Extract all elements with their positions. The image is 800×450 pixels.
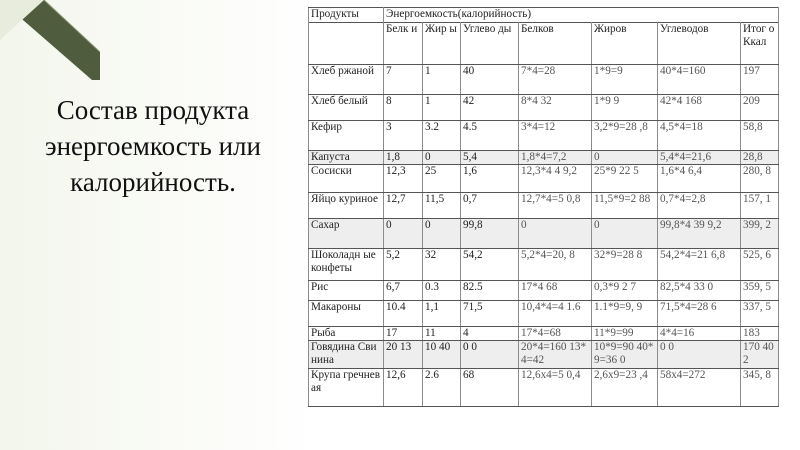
value-cell: 17 [384, 327, 423, 341]
value-cell: 40 [461, 65, 519, 95]
value-cell: 25 [423, 165, 461, 193]
value-cell: 359, 5 [741, 281, 779, 301]
table-row [309, 327, 779, 341]
value-cell: 58x4=272 [658, 369, 741, 407]
value-cell: 99,8*4 39 9,2 [658, 219, 741, 249]
value-cell: 0,7 [461, 193, 519, 219]
value-cell: 3 [384, 121, 423, 151]
calorie-table-container [308, 7, 778, 443]
value-cell: 12,3*4 4 9,2 [519, 165, 592, 193]
product-name-cell: Кефир [309, 121, 384, 151]
header-energy: Энергоемкость(калорийность) [384, 8, 779, 23]
value-cell: 28,8 [741, 151, 779, 165]
value-cell: 157, 1 [741, 193, 779, 219]
product-name-cell: Макароны [309, 301, 384, 327]
value-cell: 7 [384, 65, 423, 95]
header-products: Продукты [309, 8, 384, 23]
table-row [309, 219, 779, 249]
table-row [309, 301, 779, 327]
value-cell: 10*9=90 40*9=36 0 [592, 341, 658, 369]
value-cell: 10.4 [384, 301, 423, 327]
value-cell: 8 [384, 95, 423, 121]
calorie-table [308, 7, 779, 407]
product-name-cell: Хлеб ржаной [309, 65, 384, 95]
header-empty [309, 23, 384, 65]
value-cell: 25*9 22 5 [592, 165, 658, 193]
value-cell: 54,2*4=21 6,8 [658, 249, 741, 281]
value-cell: 11 [423, 327, 461, 341]
table-row [309, 281, 779, 301]
product-name-cell: Рис [309, 281, 384, 301]
value-cell: 1*9=9 [592, 65, 658, 95]
table-row [309, 249, 779, 281]
value-cell: 12,6x4=5 0,4 [519, 369, 592, 407]
value-cell: 5,4*4=21,6 [658, 151, 741, 165]
value-cell: 42 [461, 95, 519, 121]
value-cell: 12,3 [384, 165, 423, 193]
value-cell: 71,5 [461, 301, 519, 327]
value-cell: 3*4=12 [519, 121, 592, 151]
value-cell: 99,8 [461, 219, 519, 249]
product-name-cell: Сосиски [309, 165, 384, 193]
value-cell: 4,5*4=18 [658, 121, 741, 151]
value-cell: 1,6 [461, 165, 519, 193]
value-cell: 525, 6 [741, 249, 779, 281]
value-cell: 209 [741, 95, 779, 121]
value-cell: 11,5*9=2 88 [592, 193, 658, 219]
value-cell: 197 [741, 65, 779, 95]
slide-title: Состав продукта энергоемкость или калорийность. [45, 95, 261, 197]
value-cell: 0 [592, 219, 658, 249]
header-row-top [309, 8, 779, 23]
value-cell: 6,7 [384, 281, 423, 301]
value-cell: 5,2 [384, 249, 423, 281]
value-cell: 0 [423, 151, 461, 165]
value-cell: 20*4=160 13*4=42 [519, 341, 592, 369]
value-cell: 0 [519, 219, 592, 249]
value-cell: 3.2 [423, 121, 461, 151]
value-cell: 1*9 9 [592, 95, 658, 121]
header-row-sub [309, 23, 779, 65]
value-cell: 280, 8 [741, 165, 779, 193]
product-name-cell: Крупа гречневая [309, 369, 384, 407]
product-name-cell: Яйцо куриное [309, 193, 384, 219]
value-cell: 1.1*9=9, 9 [592, 301, 658, 327]
table-row [309, 341, 779, 369]
value-cell: 42*4 168 [658, 95, 741, 121]
value-cell: 0 [423, 219, 461, 249]
value-cell: 11*9=99 [592, 327, 658, 341]
value-cell: 8*4 32 [519, 95, 592, 121]
value-cell: 4*4=16 [658, 327, 741, 341]
value-cell: 0 0 [461, 341, 519, 369]
value-cell: 1,1 [423, 301, 461, 327]
value-cell: 12,6 [384, 369, 423, 407]
table-row [309, 95, 779, 121]
header-fat-kcal: Жиров [592, 23, 658, 65]
value-cell: 5,2*4=20, 8 [519, 249, 592, 281]
product-name-cell: Капуста [309, 151, 384, 165]
value-cell: 71,5*4=28 6 [658, 301, 741, 327]
value-cell: 2,6x9=23 ,4 [592, 369, 658, 407]
table-row [309, 193, 779, 219]
product-name-cell: Рыба [309, 327, 384, 341]
value-cell: 1,8 [384, 151, 423, 165]
table-row [309, 165, 779, 193]
product-name-cell: Хлеб белый [309, 95, 384, 121]
table-row [309, 369, 779, 407]
header-proteins: Белк и [384, 23, 423, 65]
table-row [309, 121, 779, 151]
value-cell: 10 40 [423, 341, 461, 369]
value-cell: 0,7*4=2,8 [658, 193, 741, 219]
value-cell: 4 [461, 327, 519, 341]
value-cell: 337, 5 [741, 301, 779, 327]
header-fats: Жир ы [423, 23, 461, 65]
value-cell: 10,4*4=4 1.6 [519, 301, 592, 327]
table-row [309, 151, 779, 165]
value-cell: 40*4=160 [658, 65, 741, 95]
product-name-cell: Шоколадн ые конфеты [309, 249, 384, 281]
value-cell: 82,5*4 33 0 [658, 281, 741, 301]
value-cell: 1 [423, 95, 461, 121]
value-cell: 12,7 [384, 193, 423, 219]
value-cell: 32 [423, 249, 461, 281]
value-cell: 5,4 [461, 151, 519, 165]
value-cell: 82.5 [461, 281, 519, 301]
value-cell: 0,3*9 2 7 [592, 281, 658, 301]
value-cell: 32*9=28 8 [592, 249, 658, 281]
value-cell: 12,7*4=5 0,8 [519, 193, 592, 219]
value-cell: 11,5 [423, 193, 461, 219]
value-cell: 58,8 [741, 121, 779, 151]
value-cell: 3,2*9=28 ,8 [592, 121, 658, 151]
value-cell: 0.3 [423, 281, 461, 301]
header-total-kcal: Итог о Ккал [741, 23, 779, 65]
value-cell: 7*4=28 [519, 65, 592, 95]
table-row [309, 65, 779, 95]
value-cell: 0 [592, 151, 658, 165]
header-carb-kcal: Углеводов [658, 23, 741, 65]
value-cell: 17*4 68 [519, 281, 592, 301]
value-cell: 54,2 [461, 249, 519, 281]
value-cell: 0 [384, 219, 423, 249]
value-cell: 1 [423, 65, 461, 95]
value-cell: 17*4=68 [519, 327, 592, 341]
value-cell: 68 [461, 369, 519, 407]
value-cell: 2.6 [423, 369, 461, 407]
value-cell: 4.5 [461, 121, 519, 151]
value-cell: 183 [741, 327, 779, 341]
value-cell: 399, 2 [741, 219, 779, 249]
value-cell: 345, 8 [741, 369, 779, 407]
value-cell: 170 402 [741, 341, 779, 369]
value-cell: 1,6*4 6,4 [658, 165, 741, 193]
corner-decoration [0, 0, 100, 80]
product-name-cell: Сахар [309, 219, 384, 249]
header-protein-kcal: Белков [519, 23, 592, 65]
value-cell: 0 0 [658, 341, 741, 369]
value-cell: 20 13 [384, 341, 423, 369]
header-carbs: Углево ды [461, 23, 519, 65]
product-name-cell: Говядина Свинина [309, 341, 384, 369]
value-cell: 1,8*4=7,2 [519, 151, 592, 165]
